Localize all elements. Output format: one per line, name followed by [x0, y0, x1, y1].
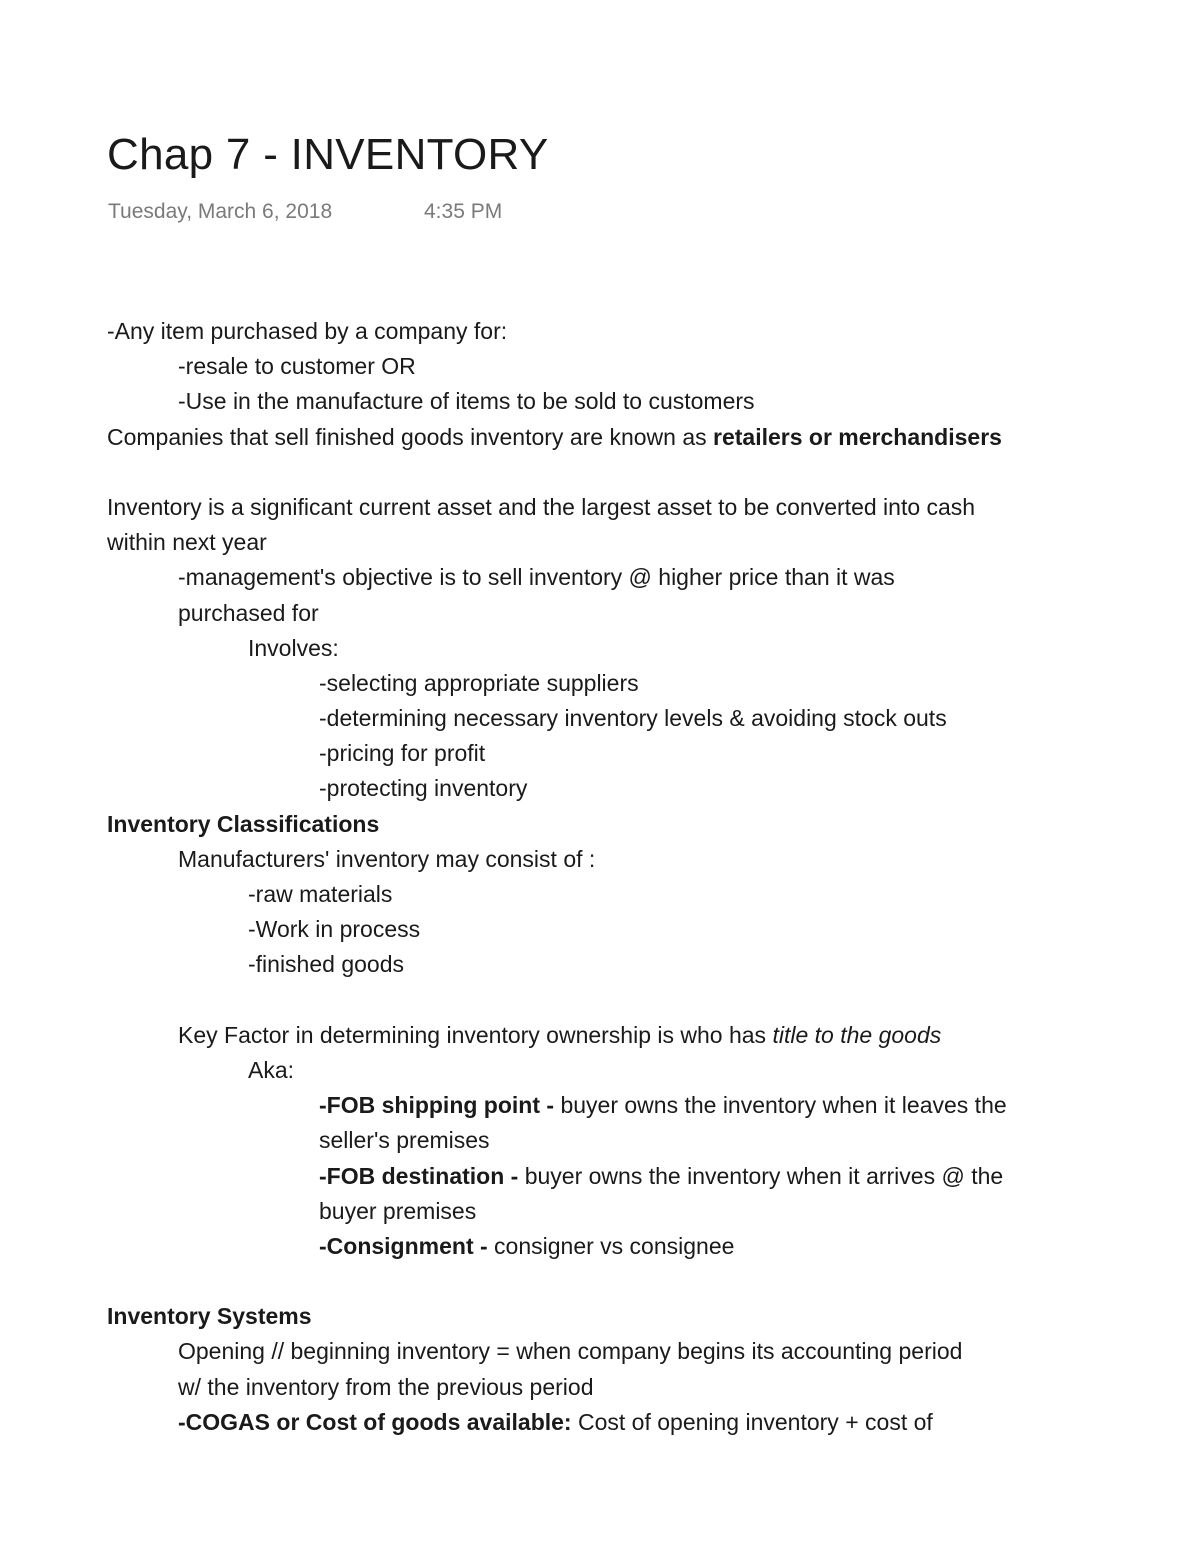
bold-text: -Consignment -: [319, 1232, 495, 1259]
text-line: -management's objective is to sell inventory @ higher price than it was: [178, 564, 895, 591]
text-line: seller's premises: [319, 1127, 490, 1154]
text-run: buyer owns the inventory when it arrives @ the: [524, 1162, 1004, 1189]
text-line: [107, 1018, 1167, 1053]
section-heading: Inventory Classifications: [107, 810, 380, 837]
bold-text: retailers or merchandisers: [713, 423, 1002, 450]
text-line: [107, 1405, 1167, 1440]
blank-line: [107, 1264, 1167, 1299]
text-line: -Work in process: [248, 916, 421, 943]
text-line: [107, 1159, 1167, 1194]
text-line: [107, 420, 1167, 455]
text-line: buyer premises: [319, 1197, 477, 1224]
blank-line: [107, 983, 1167, 1018]
text-line: -selecting appropriate suppliers: [319, 669, 639, 696]
bold-text: -COGAS or Cost of goods available:: [178, 1408, 578, 1435]
text-run: Companies that sell finished goods inventory are known as: [107, 423, 714, 450]
text-line: within next year: [107, 529, 267, 556]
text-line: -finished goods: [248, 951, 404, 978]
text-line: Manufacturers' inventory may consist of :: [178, 845, 596, 872]
text-line: -determining necessary inventory levels & avoiding stock outs: [319, 705, 947, 732]
note-body: [107, 314, 1167, 1440]
note-metadata: [108, 200, 503, 224]
text-line: -raw materials: [248, 881, 393, 907]
text-line: [107, 1229, 1167, 1264]
note-time: 4:35 PM: [424, 200, 503, 223]
text-line: w/ the inventory from the previous period: [178, 1373, 594, 1400]
text-run: buyer owns the inventory when it leaves the: [560, 1092, 1007, 1119]
text-line: [107, 1088, 1167, 1123]
text-line: -resale to customer OR: [178, 353, 416, 380]
text-run: consigner vs consignee: [494, 1232, 735, 1259]
text-line: Aka:: [248, 1056, 295, 1083]
text-line: -pricing for profit: [319, 740, 486, 767]
text-line: Inventory is a significant current asset and the largest asset to be converted into cash: [107, 493, 976, 520]
bold-text: -FOB destination -: [319, 1162, 525, 1189]
italic-text: title to the goods: [772, 1021, 942, 1048]
note-date: Tuesday, March 6, 2018: [108, 200, 333, 223]
bold-text: -FOB shipping point -: [319, 1092, 561, 1119]
section-heading: Inventory Systems: [107, 1303, 312, 1330]
page-title: Chap 7 - INVENTORY: [107, 130, 549, 179]
blank-line: [107, 455, 1167, 490]
text-line: -Any item purchased by a company for:: [107, 318, 508, 344]
text-run: Cost of opening inventory + cost of: [577, 1408, 933, 1435]
text-run: Key Factor in determining inventory ownership is who has: [178, 1021, 773, 1048]
text-line: -Use in the manufacture of items to be sold to customers: [178, 388, 755, 415]
text-line: Involves:: [248, 634, 339, 661]
text-line: Opening // beginning inventory = when company begins its accounting period: [178, 1338, 963, 1365]
text-line: -protecting inventory: [319, 775, 528, 802]
text-line: purchased for: [178, 599, 319, 626]
